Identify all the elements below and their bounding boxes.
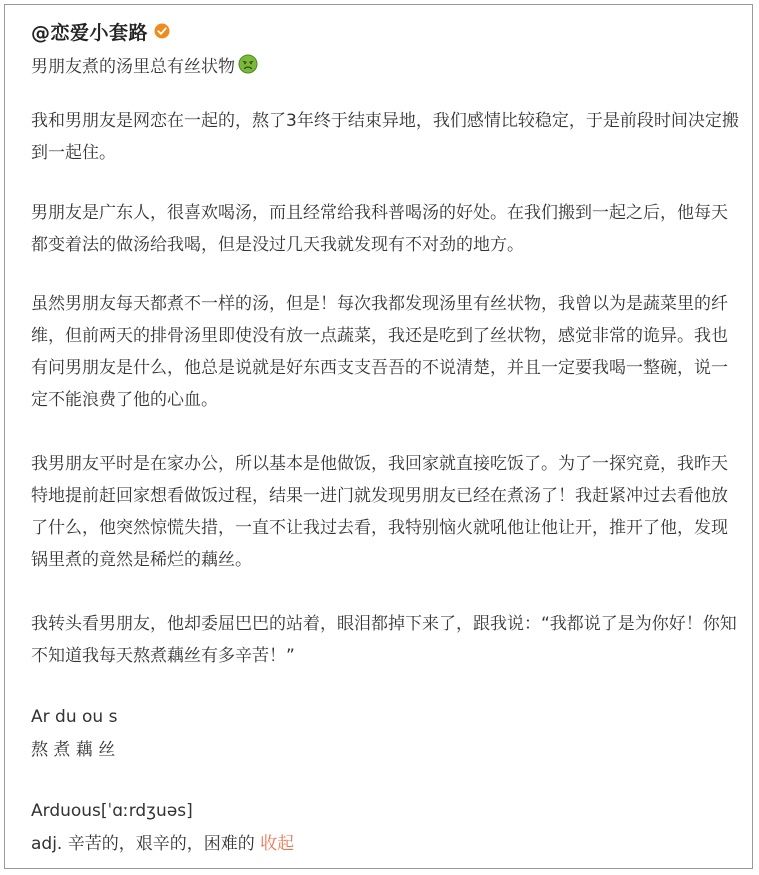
paragraph-3: 虽然男朋友每天都煮不一样的汤，但是！每次我都发现汤里有丝状物，我曾以为是蔬菜里的纤维，但前两天的排骨汤里即使没有放一点蔬菜，我还是吃到了丝状物，感觉非常的诡异。我也有问男朋友是什么，他总是说就是好东西支支吾吾的不说清楚，并且一定要我喝一整碗，说一定不能浪费了他的心血。: [31, 294, 728, 410]
paragraph-4: 我男朋友平时是在家办公，所以基本是他做饭，我回家就直接吃饭了。为了一探究竟，我昨天特地提前赶回家想看做饭过程，结果一进门就发现男朋友已经在煮汤了！我赶紧冲过去看他放了什么，他突然惊慌失措，一直不让我过去看，我特别恼火就吼他让他让开，推开了他，发现锅里煮的竟然是稀烂的藕丝。: [31, 454, 728, 570]
post-title: [31, 51, 258, 77]
paragraph-1: 我和男朋友是网恋在一起的，熬了3年终于结束异地，我们感情比较稳定，于是前段时间决定搬到一起住。: [31, 111, 739, 163]
sick-face-emoji-icon: [238, 54, 258, 74]
username[interactable]: @恋爱小套路: [31, 21, 149, 44]
paragraph-2: 男朋友是广东人，很喜欢喝汤，而且经常给我科普喝汤的好处。在我们搬到一起之后，他每天都变着法的做汤给我喝，但是没过几天我就发现有不对劲的地方。: [31, 203, 728, 255]
paragraph-5: 我转头看男朋友，他却委屈巴巴的站着，眼泪都掉下来了，跟我说：“我都说了是为你好！你知不知道我每天熬煮藕丝有多辛苦！”: [31, 614, 737, 666]
wordplay-chinese: 熬 煮 藕 丝: [31, 740, 116, 760]
wordplay-definition: adj. 辛苦的，艰辛的，困难的: [31, 834, 255, 854]
collapse-link[interactable]: 收起: [260, 834, 295, 854]
weibo-post-card: [4, 4, 753, 869]
post-header: [31, 17, 170, 45]
wordplay-definition-line: [31, 829, 294, 859]
wordplay-syllables: Ar du ou s: [31, 707, 118, 727]
verified-badge-icon: [154, 23, 170, 39]
post-title-text: 男朋友煮的汤里总有丝状物: [31, 56, 235, 77]
wordplay-word: Arduous[ˈɑːrdʒuəs]: [31, 801, 193, 821]
